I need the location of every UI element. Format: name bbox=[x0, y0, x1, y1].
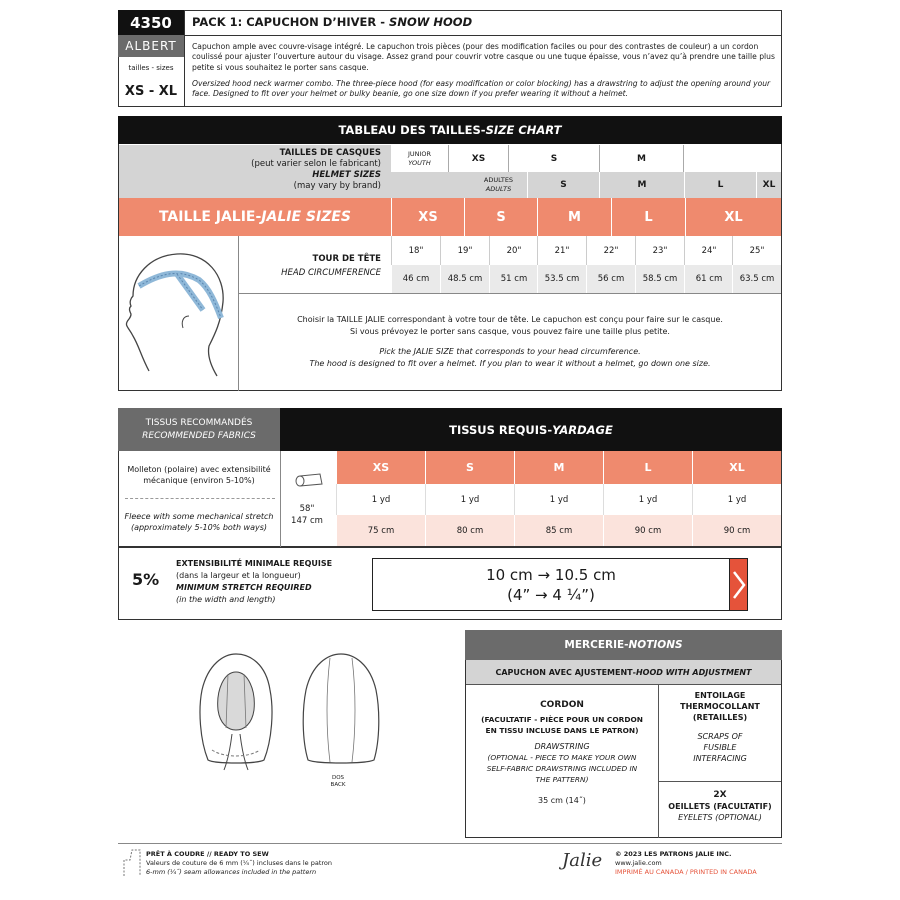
note-fr-1: Choisir la TAILLE JALIE correspondant à votre tour de tête. Le capuchon est conçu pour faire sur le casque. bbox=[297, 315, 723, 324]
recommended-fabrics-title: TISSUS RECOMMANDÉS RECOMMENDED FABRICS bbox=[118, 408, 280, 451]
fabrics-en: Fleece with some mechanical stretch (approximately 5-10% both ways) bbox=[124, 512, 274, 532]
head-cm-value: 63.5 cm bbox=[732, 265, 781, 293]
drawstring-en-title: DRAWSTRING bbox=[534, 742, 590, 751]
adult-size-s: S bbox=[527, 172, 599, 198]
yardage-size: S bbox=[425, 451, 514, 484]
stretch-en: MINIMUM STRETCH REQUIRED bbox=[176, 583, 312, 592]
yardage-size: XS bbox=[336, 451, 425, 484]
title-fr: PACK 1: CAPUCHON D’HIVER bbox=[192, 15, 377, 29]
jalie-size-l: L bbox=[611, 198, 685, 236]
stretch-en-note: (in the width and length) bbox=[176, 595, 276, 604]
fabrics-fr: Molleton (polaire) avec extensibilité mécanique (environ 5-10%) bbox=[127, 465, 271, 485]
junior-size-xs: XS bbox=[448, 145, 508, 172]
description-en: Oversized hood neck warmer combo. The three-piece hood (for easy modification or color blocking) has a drawstring to adjust the opening around your face. Designed to fit over your helmet or bulky beanie, go one size down if you prefer wearing it without a helmet. bbox=[192, 79, 771, 99]
head-inch-value: 20" bbox=[489, 236, 538, 265]
jalie-logo: Jalie bbox=[562, 850, 603, 871]
size-chart-title: TABLEAU DES TAILLES - SIZE CHART bbox=[118, 116, 782, 144]
drawstring-title: CORDON bbox=[540, 700, 584, 710]
yardage-yards: 1 yd bbox=[603, 484, 692, 515]
helmet-label-en: HELMET SIZES bbox=[312, 170, 381, 180]
junior-size-s: S bbox=[508, 145, 599, 172]
jalie-size-xs: XS bbox=[391, 198, 464, 236]
helmet-note-en: (may vary by brand) bbox=[293, 181, 381, 191]
junior-size-m: M bbox=[599, 145, 684, 172]
head-cm-value: 48.5 cm bbox=[440, 265, 489, 293]
drawstring-length: 35 cm (14˝) bbox=[538, 796, 586, 805]
head-cm-value: 56 cm bbox=[586, 265, 635, 293]
helmet-note-fr: (peut varier selon le fabricant) bbox=[251, 159, 381, 169]
head-inch-value: 18" bbox=[391, 236, 440, 265]
ready-to-sew: PRÊT À COUDRE // READY TO SEW bbox=[146, 850, 269, 858]
interfacing-fr: ENTOILAGE THERMOCOLLANT (RETAILLES) bbox=[680, 691, 760, 722]
yardage-yards: 1 yd bbox=[425, 484, 514, 515]
seam-allowance-icon bbox=[122, 848, 142, 878]
stretch-imperial: (4” → 4 ¼”) bbox=[507, 585, 595, 604]
hood-front-view bbox=[188, 650, 283, 790]
description-fr: Capuchon ample avec couvre-visage intégré. Le capuchon trois pièces (pour des modification faciles ou pour des contrastes de couleur) a un cordon coulissé pour ajuster l’ouverture autour du visage. Assez grand pour couvrir votre casque ou une tuque épaisse, vous n’avez qu’à prendre une taille plus petite si vous souhaitez le porter sans casque. bbox=[192, 42, 775, 72]
title-en: SNOW HOOD bbox=[389, 15, 473, 29]
head-inch-value: 22" bbox=[586, 236, 635, 265]
printed-in: IMPRIMÉ AU CANADA / PRINTED IN CANADA bbox=[615, 868, 757, 876]
drawstring-fr: (FACULTATIF - PIÈCE POUR UN CORDON EN TISSU INCLUSE DANS LE PATRON) bbox=[481, 715, 643, 735]
jalie-size-label: TAILLE JALIE - JALIE SIZES bbox=[158, 209, 352, 225]
seam-fr: Valeurs de couture de 6 mm (¼˝) incluses dans le patron bbox=[146, 859, 333, 867]
head-inch-value: 25" bbox=[732, 236, 781, 265]
eyelets-fr: OEILLETS (FACULTATIF) bbox=[668, 802, 772, 811]
adult-size-m: M bbox=[599, 172, 684, 198]
head-label-fr: TOUR DE TÊTE bbox=[312, 254, 381, 264]
stretch-metric: 10 cm → 10.5 cm bbox=[486, 565, 616, 584]
stretch-gauge bbox=[372, 558, 730, 611]
notions-subtitle: CAPUCHON AVEC AJUSTEMENT - HOOD WITH ADJUSTMENT bbox=[466, 660, 781, 684]
head-cm-value: 58.5 cm bbox=[635, 265, 684, 293]
head-label-en: HEAD CIRCUMFERENCE bbox=[281, 268, 381, 278]
jalie-size-xl: XL bbox=[685, 198, 781, 236]
head-inch-value: 19" bbox=[440, 236, 489, 265]
yardage-title: TISSUS REQUIS - YARDAGE bbox=[280, 408, 782, 451]
interfacing-en: SCRAPS OF FUSIBLE INTERFACING bbox=[693, 732, 747, 763]
note-en-2: The hood is designed to fit over a helmet. If you plan to wear it without a helmet, go down one size. bbox=[309, 359, 711, 368]
stretch-percent: 5% bbox=[132, 570, 160, 589]
fabric-roll-icon bbox=[294, 472, 324, 488]
sizes-label: tailles - sizes bbox=[128, 64, 174, 72]
head-inch-value: 21" bbox=[537, 236, 586, 265]
yardage-size: XL bbox=[692, 451, 781, 484]
sizes-range: XS - XL bbox=[124, 83, 178, 99]
yardage-size: L bbox=[603, 451, 692, 484]
head-measurement-illustration bbox=[119, 236, 239, 391]
website: www.jalie.com bbox=[615, 859, 662, 867]
head-inch-value: 23" bbox=[635, 236, 684, 265]
jalie-size-m: M bbox=[537, 198, 611, 236]
jalie-size-s: S bbox=[464, 198, 537, 236]
yardage-size: M bbox=[514, 451, 603, 484]
header-title: PACK 1: CAPUCHON D’HIVER - SNOW HOOD bbox=[192, 15, 473, 29]
notions-title: MERCERIE - NOTIONS bbox=[465, 630, 782, 660]
hood-back-view bbox=[296, 650, 386, 770]
head-cm-value: 53.5 cm bbox=[537, 265, 586, 293]
yardage-cm: 75 cm bbox=[336, 515, 425, 546]
head-cm-value: 61 cm bbox=[684, 265, 733, 293]
stretch-fr-note: (dans la largeur et la longueur) bbox=[176, 571, 301, 580]
stretch-fr: EXTENSIBILITÉ MINIMALE REQUISE bbox=[176, 559, 333, 568]
adult-size-l: L bbox=[684, 172, 756, 198]
yardage-cm: 80 cm bbox=[425, 515, 514, 546]
yardage-yards: 1 yd bbox=[514, 484, 603, 515]
yardage-yards: 1 yd bbox=[336, 484, 425, 515]
stretch-arrow-icon bbox=[729, 558, 748, 611]
yardage-cm: 85 cm bbox=[514, 515, 603, 546]
head-inch-value: 24" bbox=[684, 236, 733, 265]
helmet-label-fr: TAILLES DE CASQUES bbox=[279, 148, 381, 158]
copyright: © 2023 LES PATRONS JALIE INC. bbox=[615, 850, 732, 858]
note-fr-2: Si vous prévoyez le porter sans casque, vous pouvez faire une taille plus petite. bbox=[350, 327, 670, 336]
head-cm-value: 51 cm bbox=[489, 265, 538, 293]
adult-label: ADULTES ADULTS bbox=[483, 176, 514, 193]
note-en-1: Pick the JALIE SIZE that corresponds to your head circumference. bbox=[379, 347, 641, 356]
seam-en: 6-mm (¼˝) seam allowances included in the pattern bbox=[146, 868, 317, 876]
adult-size-xl: XL bbox=[756, 172, 781, 198]
junior-label: JUNIOR YOUTH bbox=[407, 149, 432, 167]
fabric-width: 58" 147 cm bbox=[291, 504, 323, 526]
yardage-cm: 90 cm bbox=[603, 515, 692, 546]
yardage-cm: 90 cm bbox=[692, 515, 781, 546]
yardage-yards: 1 yd bbox=[692, 484, 781, 515]
pattern-name: ALBERT bbox=[118, 35, 184, 57]
back-label: DOS BACK bbox=[330, 775, 346, 788]
eyelets-qty: 2X bbox=[713, 790, 727, 800]
eyelets-en: EYELETS (OPTIONAL) bbox=[678, 813, 762, 822]
head-cm-value: 46 cm bbox=[391, 265, 440, 293]
drawstring-en: (OPTIONAL - PIECE TO MAKE YOUR OWN SELF-FABRIC DRAWSTRING INCLUDED IN THE PATTERN) bbox=[486, 753, 638, 784]
pattern-number: 4350 bbox=[118, 10, 184, 35]
